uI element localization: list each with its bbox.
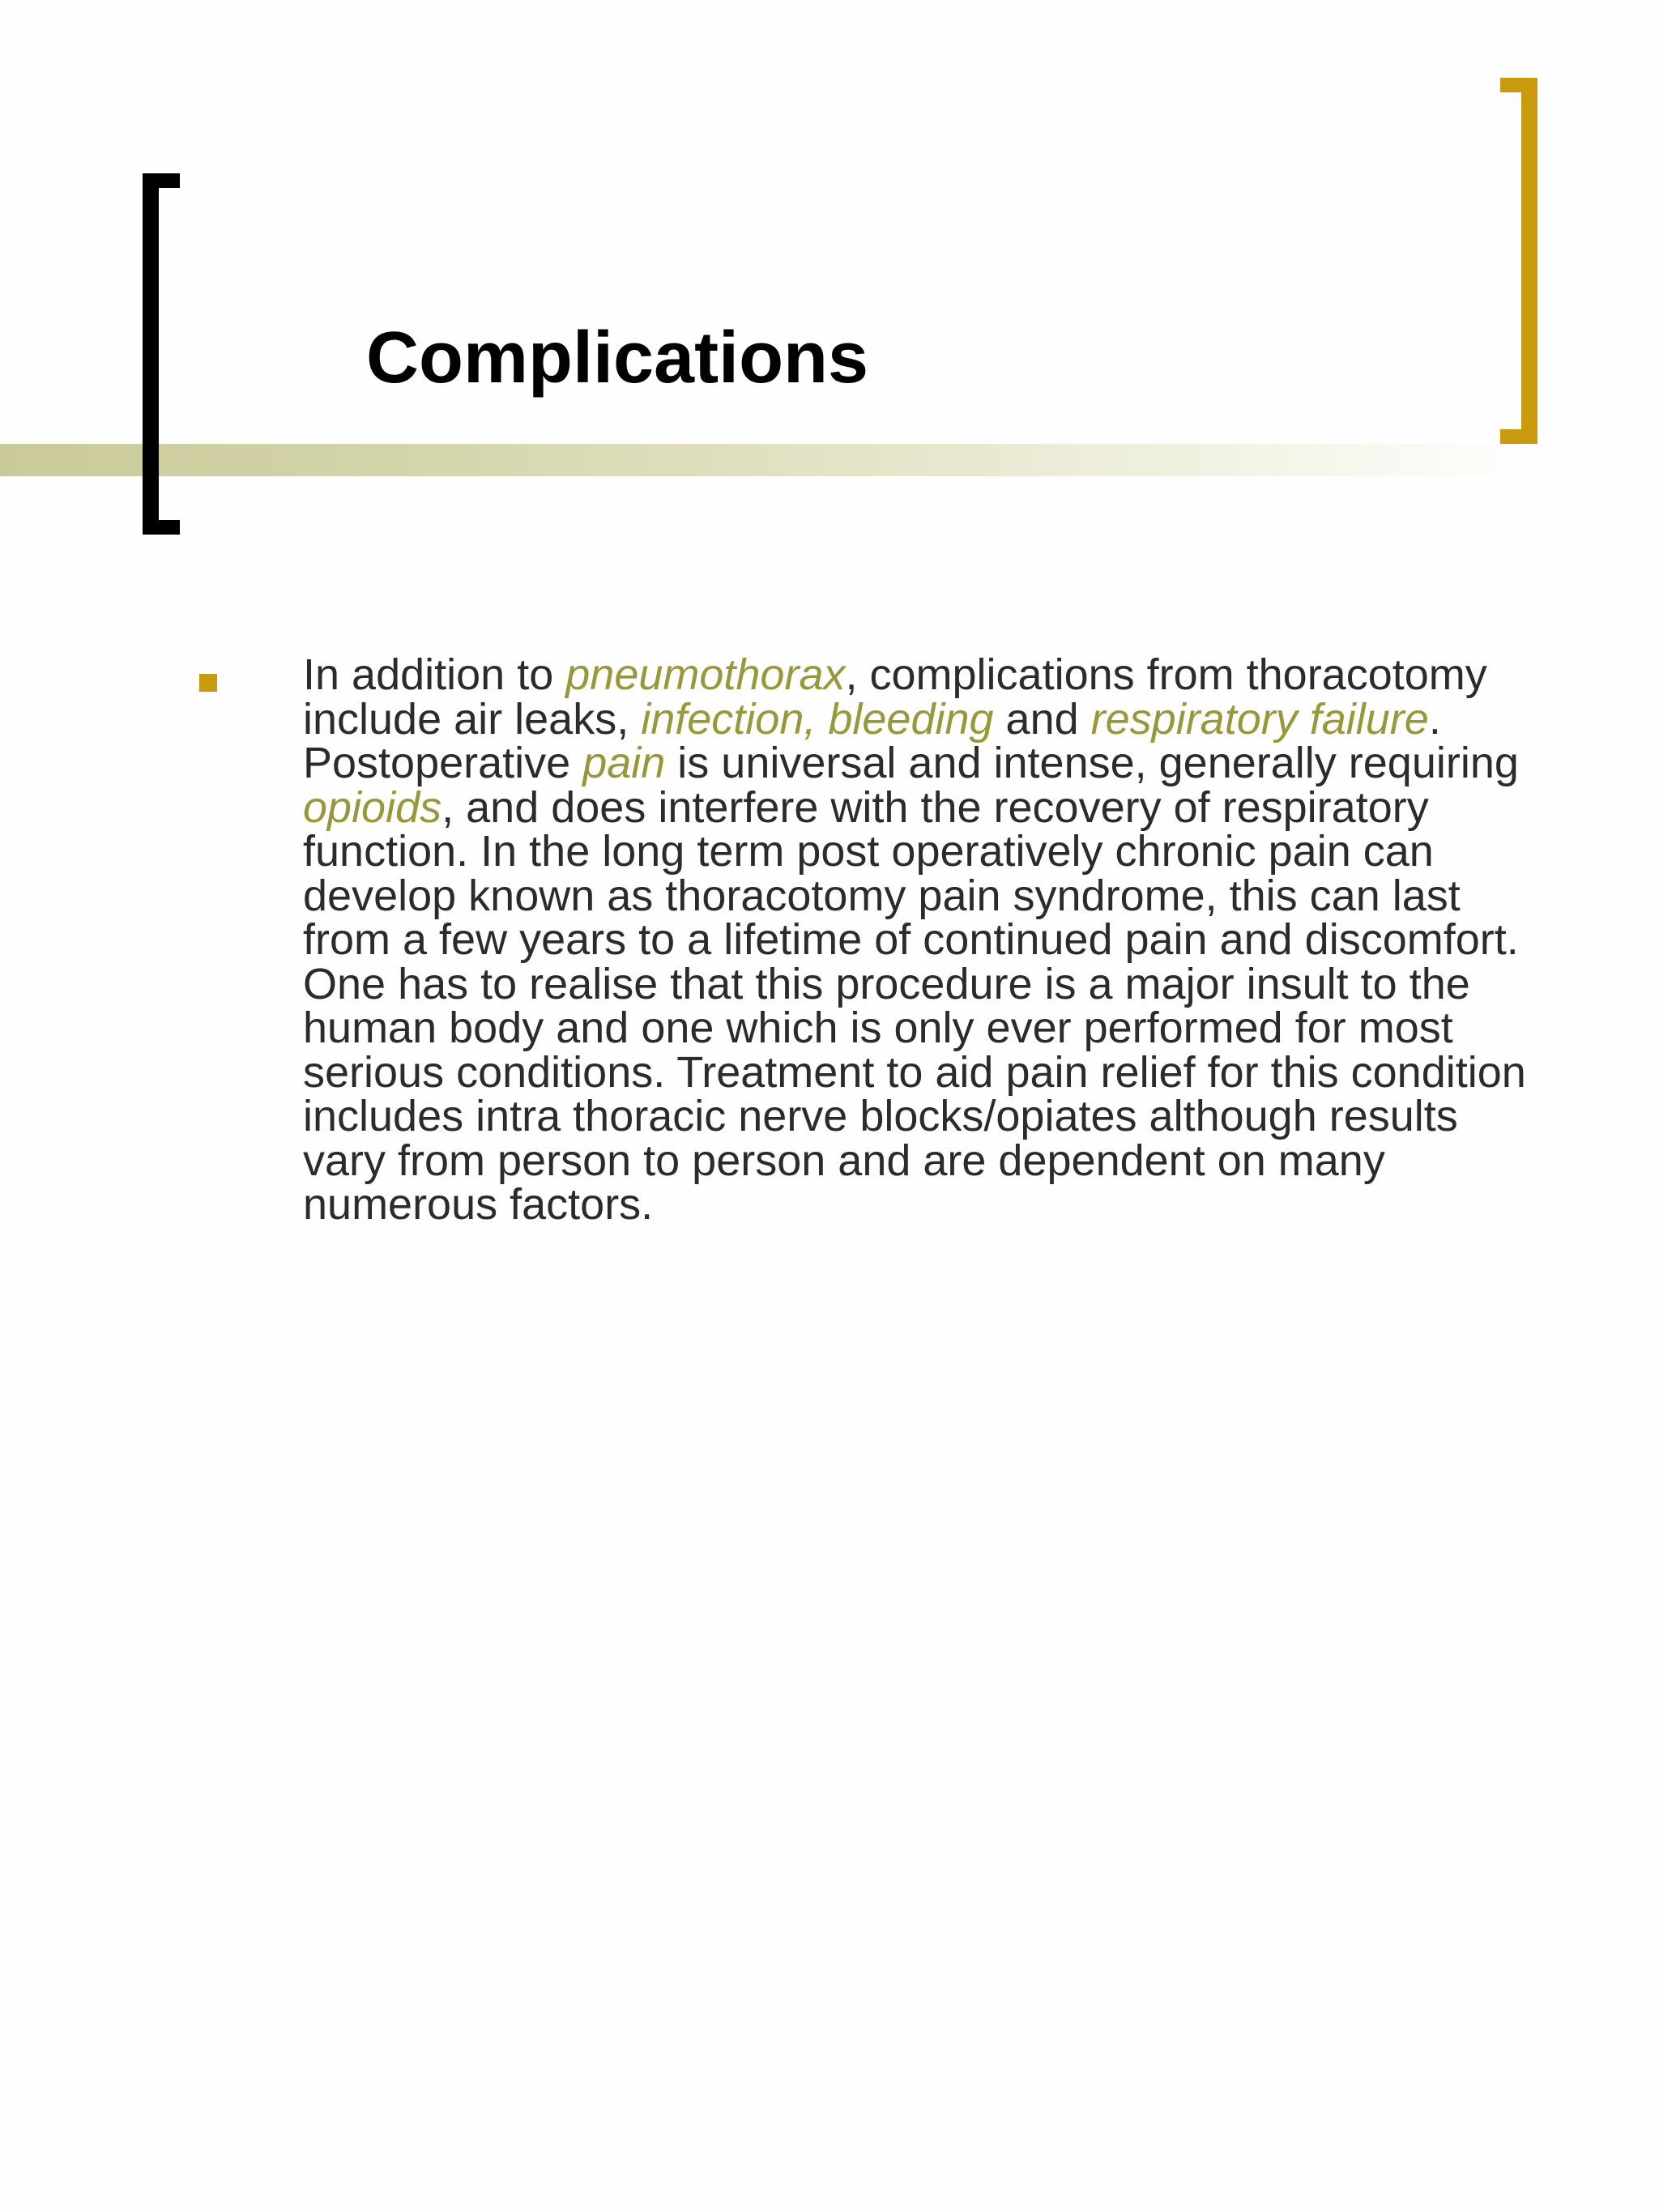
- slide-title: Complications: [366, 318, 869, 399]
- bullet-text-segment: , complications from thoracotomy include air leaks,: [303, 650, 1487, 744]
- highlight-respiratory-failure: respiratory failure: [1090, 694, 1429, 744]
- right-bracket-bar: [1521, 78, 1537, 444]
- left-bracket-bottom-cap: [143, 520, 180, 535]
- title-underline-rule: [0, 444, 1523, 476]
- bullet-text-segment: and: [993, 694, 1091, 744]
- bullet-square-icon: [199, 674, 217, 692]
- left-bracket-bar: [143, 173, 159, 535]
- bullet-text-segment: . Postoperative: [303, 694, 1441, 787]
- right-bracket-top-cap: [1500, 78, 1537, 92]
- right-bracket-bottom-cap: [1500, 429, 1537, 444]
- bullet-text: [303, 650, 1550, 1229]
- left-bracket-decoration: [143, 173, 180, 535]
- highlight-opioids: opioids: [303, 782, 442, 832]
- highlight-pain: pain: [582, 739, 666, 787]
- right-bracket-decoration: [1500, 78, 1537, 444]
- left-bracket-top-cap: [143, 173, 180, 188]
- bullet-text-segment: , and does interfere with the recovery of respiratory function. In the long term post operatively chronic pain can develop known as thoracotomy pain syndrome, this can last from a few years to a lifetime of continued pain and discomfort. One has to realise that this procedure is a major insult to the human body and one which is only ever performed for most serious conditions. Treatment to aid pain relief for this condition includes intra thoracic nerve blocks/opiates although results vary from person to person and are dependent on many numerous factors.: [303, 782, 1526, 1229]
- bullet-text-segment: is universal and intense, generally requiring: [665, 739, 1519, 787]
- highlight-infection-bleeding: infection, bleeding: [641, 694, 994, 744]
- bullet-text-segment: In addition to: [303, 650, 566, 699]
- highlight-pneumothorax: pneumothorax: [565, 650, 846, 699]
